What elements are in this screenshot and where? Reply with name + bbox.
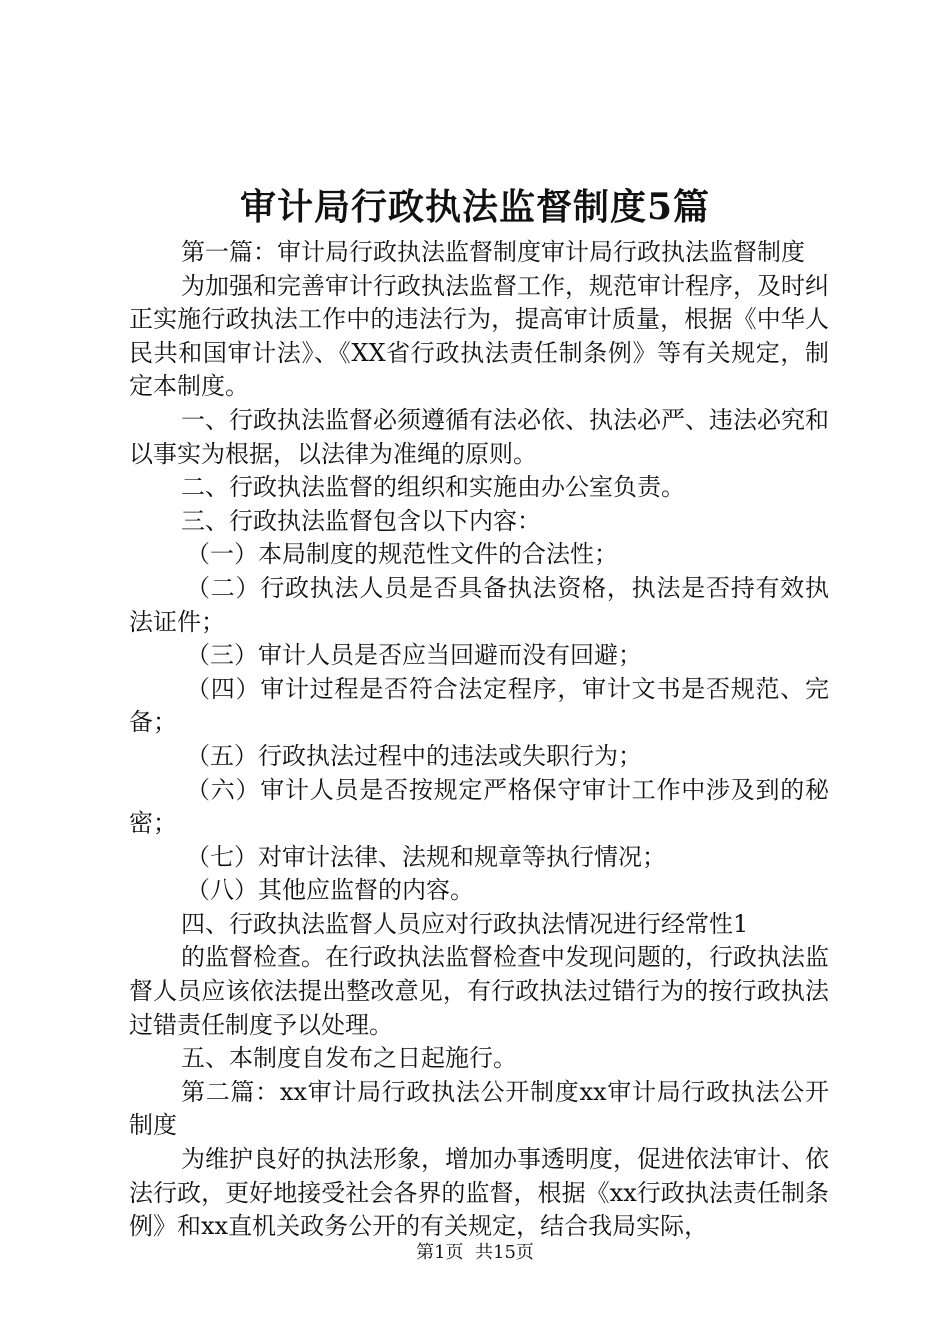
list-item: （二）行政执法人员是否具备执法资格，执法是否持有效执法证件；	[129, 573, 829, 636]
document-body	[129, 236, 829, 1244]
list-item: （一）本局制度的规范性文件的合法性；	[186, 540, 618, 569]
document-title: 审计局行政执法监督制度5篇	[239, 186, 711, 228]
paragraph: 第一篇：审计局行政执法监督制度审计局行政执法监督制度	[181, 238, 805, 266]
paragraph: 为维护良好的执法形象，增加办事透明度，促进依法审计、依法行政，更好地接受社会各界的监督，根据《xx行政执法责任制条例》和xx直机关政务公开的有关规定，结合我局实际，	[129, 1145, 829, 1241]
paragraph: 二、行政执法监督的组织和实施由办公室负责。	[181, 473, 685, 502]
page-number: 第1页 共15页	[416, 1242, 534, 1263]
list-item: （四）审计过程是否符合法定程序，审计文书是否规范、完备；	[129, 674, 829, 737]
list-item: （六）审计人员是否按规定严格保守审计工作中涉及到的秘密；	[129, 775, 829, 838]
paragraph: 四、行政执法监督人员应对行政执法情况进行经常性1	[181, 909, 749, 938]
list-item: （五）行政执法过程中的违法或失职行为；	[186, 741, 642, 770]
list-item: （三）审计人员是否应当回避而没有回避；	[186, 641, 642, 670]
paragraph: 的监督检查。在行政执法监督检查中发现问题的，行政执法监督人员应该依法提出整改意见，有行政执法过错行为的按行政执法过错责任制度予以处理。	[129, 943, 829, 1039]
paragraph: 三、行政执法监督包含以下内容：	[181, 506, 541, 535]
page-footer	[0, 1240, 950, 1266]
paragraph: 为加强和完善审计行政执法监督工作，规范审计程序，及时纠正实施行政执法工作中的违法行为，提高审计质量，根据《中华人民共和国审计法》、《XX省行政执法责任制条例》等有关规定，制定本制度。	[129, 271, 829, 401]
list-item: （七）对审计法律、法规和规章等执行情况；	[186, 842, 666, 871]
paragraph: 五、本制度自发布之日起施行。	[181, 1044, 517, 1073]
paragraph: 一、行政执法监督必须遵循有法必依、执法必严、违法必究和以事实为根据，以法律为准绳的原则。	[129, 405, 829, 468]
paragraph: 第二篇：xx审计局行政执法公开制度xx审计局行政执法公开制度	[129, 1077, 829, 1140]
list-item: （八）其他应监督的内容。	[186, 876, 474, 905]
